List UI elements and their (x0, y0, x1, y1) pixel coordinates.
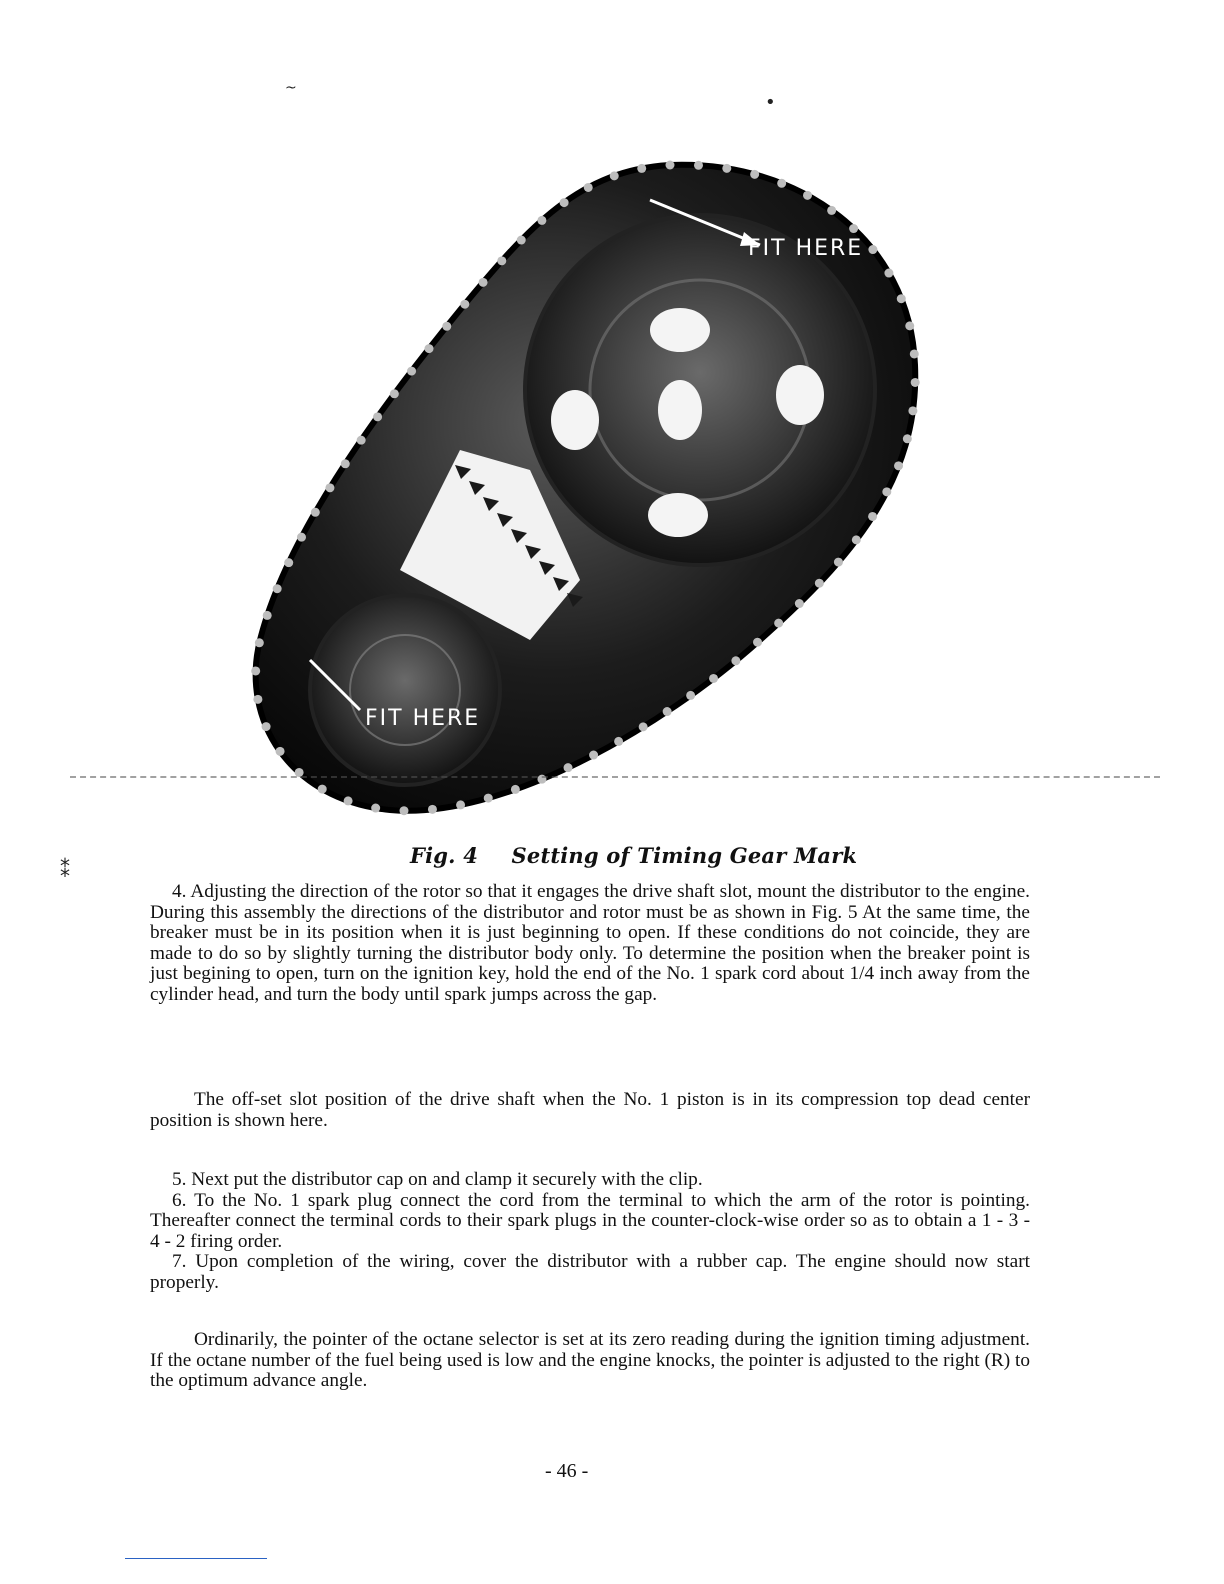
chain-link (479, 278, 488, 287)
chain-link (428, 805, 437, 814)
chain-link (868, 512, 877, 521)
chain-link (373, 412, 382, 421)
chain-link (666, 161, 675, 170)
chain-link (297, 533, 306, 542)
chain-link (589, 751, 598, 760)
steps-5-7-block (150, 1170, 1030, 1293)
chain-link (910, 349, 919, 358)
chain-link (560, 198, 569, 207)
chain-link (908, 406, 917, 415)
chain-link (803, 191, 812, 200)
paragraph-octane-selector: Ordinarily, the pointer of the octane selector is set at its zero reading during the ignition timing adjustment. If the octane number of the fuel being used is low and the engine knocks, the pointer is adjusted to the right (R) to the optimum advance angle. (150, 1329, 1030, 1391)
chain-link (460, 300, 469, 309)
chain-link (709, 674, 718, 683)
chain-link (390, 389, 399, 398)
chain-link (903, 434, 912, 443)
chain-link (731, 656, 740, 665)
chain-link (262, 722, 271, 731)
chain-link (255, 638, 264, 647)
chain-link (497, 256, 506, 265)
chain-link (852, 535, 861, 544)
chain-link (911, 378, 920, 387)
chain-link (253, 695, 262, 704)
svg-text:FIT HERE: FIT HERE (748, 236, 864, 261)
chain-link (884, 269, 893, 278)
chain-link (344, 796, 353, 805)
chain-link (584, 183, 593, 192)
scan-speck: ⁑ (60, 858, 70, 882)
chain-link (610, 171, 619, 180)
chain-link (722, 164, 731, 173)
chain-link (795, 599, 804, 608)
chain-link (537, 216, 546, 225)
chain-link (425, 344, 434, 353)
chain-link (517, 236, 526, 245)
chain-link (456, 800, 465, 809)
chain-link (442, 322, 451, 331)
paragraph-offset-slot: The off-set slot position of the drive shaft when the No. 1 piston is in its compression top dead center position is shown here. (150, 1089, 1030, 1131)
figure-label: Fig. 4 (410, 843, 479, 868)
octane-selector-block (150, 1330, 1030, 1392)
chain-link (399, 806, 408, 815)
paragraph-step-7: 7. Upon completion of the wiring, cover the distributor with a rubber cap. The engine should now start properly. (150, 1251, 1030, 1293)
chain-link (894, 461, 903, 470)
step-4-block (150, 882, 1030, 1005)
chain-link (614, 737, 623, 746)
offset-slot-block (150, 1090, 1030, 1131)
chain-link (868, 245, 877, 254)
chain-link (318, 785, 327, 794)
chain-link (686, 691, 695, 700)
scan-speck: ~ (285, 80, 297, 96)
chain-link (849, 224, 858, 233)
chain-link (251, 666, 260, 675)
figure-title: Setting of Timing Gear Mark (511, 843, 858, 868)
chain-link (564, 763, 573, 772)
figure-caption (410, 843, 857, 868)
scan-speck: • (765, 92, 776, 113)
chain-link (357, 436, 366, 445)
chain-link (753, 638, 762, 647)
chain-link (774, 619, 783, 628)
chain-link (263, 611, 272, 620)
chain-link (815, 579, 824, 588)
chain-link (325, 483, 334, 492)
paragraph-step-4: 4. Adjusting the direction of the rotor so that it engages the drive shaft slot, mount the distributor to the engine. During this assembly the directions of the distributor and rotor must be as shown in Fig. 5 At the same time, the breaker must be in its position when it is just beginning to open. If these conditions do not coincide, they are made to do so by slightly turning the distributor body only. To determine the position when the breaker point is just begining to open, turn on the ignition key, hold the end of the No. 1 spark cord about 1/4 inch away from the cylinder head, and turn the body until spark jumps across the gap. (150, 881, 1030, 1005)
paragraph-step-5: 5. Next put the distributor cap on and clamp it securely with the clip. (172, 1169, 703, 1190)
figure-ground-line (70, 776, 1160, 778)
chain-link (407, 367, 416, 376)
chain-link (897, 294, 906, 303)
chain-link (750, 170, 759, 179)
chain-link (882, 487, 891, 496)
chain-link (511, 785, 520, 794)
chain-link (663, 707, 672, 716)
svg-text:FIT HERE: FIT HERE (365, 706, 481, 731)
chain-link (827, 206, 836, 215)
chain-link (777, 179, 786, 188)
chain-link (639, 722, 648, 731)
chain-link (905, 321, 914, 330)
chain-link (284, 558, 293, 567)
chain-link (276, 747, 285, 756)
chain-link (311, 508, 320, 517)
chain-link (371, 804, 380, 813)
footer-rule (125, 1558, 267, 1559)
chain-link (637, 164, 646, 173)
paragraph-step-6: 6. To the No. 1 spark plug connect the cord from the terminal to which the arm of the rotor is pointing. Thereafter connect the terminal cords to their spark plugs in the counter-clock-wise order so as to obtain a 1 - 3 - 4 - 2 firing order. (150, 1189, 1030, 1252)
cam-sprocket (525, 215, 875, 565)
chain-link (273, 584, 282, 593)
chain-link (484, 794, 493, 803)
timing-gear-figure (60, 120, 1160, 840)
chain-link (341, 459, 350, 468)
chain-link (834, 558, 843, 567)
chain-link (694, 161, 703, 170)
page-number: - 46 - (545, 1460, 589, 1482)
